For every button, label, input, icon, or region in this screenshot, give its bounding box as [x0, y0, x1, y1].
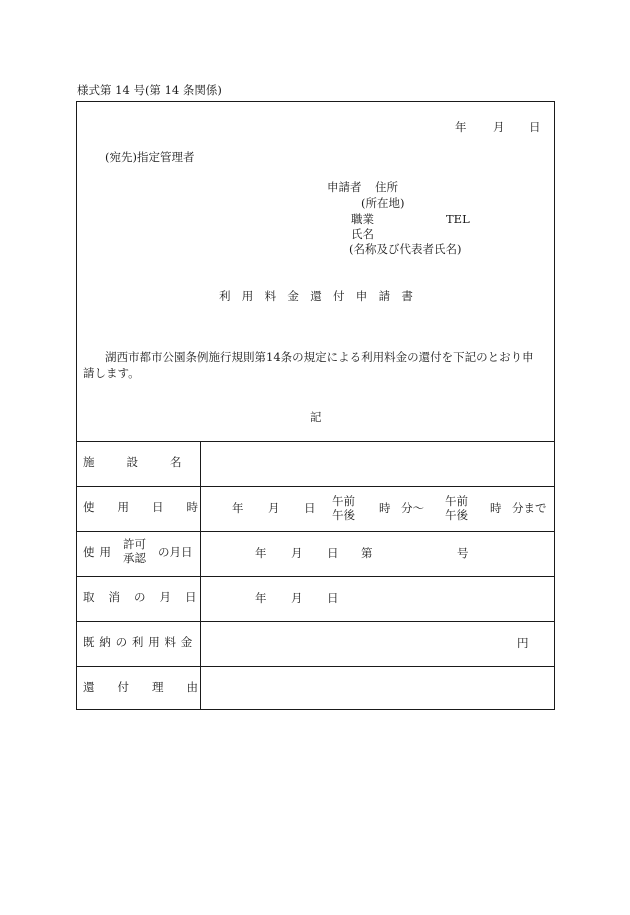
usage-year-label: 年 [232, 501, 244, 515]
usage-end-am: 午前 [445, 494, 468, 508]
applicant-address-note: (所在地) [361, 196, 405, 210]
usage-day-label: 日 [304, 501, 316, 515]
usage-start-minute-label: 分〜 [401, 501, 424, 515]
usage-month-label: 月 [268, 501, 280, 515]
usage-start-pm: 午後 [332, 508, 355, 523]
permit-option-kyoka: 許可 [123, 537, 146, 551]
header-year-label: 年 [455, 120, 467, 134]
usage-end-pm: 午後 [445, 508, 468, 523]
applicant-name-note: (名称及び代表者氏名) [349, 242, 462, 256]
cancel-day-label: 日 [327, 591, 339, 605]
permit-label-suffix: の月日 [158, 545, 193, 559]
row-permit-date [77, 531, 200, 576]
header-month-label: 月 [493, 120, 505, 134]
applicant-label: 申請者 [327, 180, 362, 194]
permit-go-label: 号 [457, 546, 469, 560]
usage-start-hour-label: 時 [379, 501, 391, 515]
permit-label-prefix: 使用 [83, 545, 116, 559]
column-divider [200, 441, 201, 709]
usage-end-ampm [445, 494, 468, 523]
paid-fee-label: 既納の利用料金 [83, 635, 198, 649]
addressee: (宛先)指定管理者 [105, 150, 195, 164]
permit-month-label: 月 [291, 546, 303, 560]
body-text-line1: 湖西市都市公園条例施行規則第14条の規定による利用料金の還付を下記のとおり申 [105, 350, 534, 364]
facility-label: 施設名 [83, 455, 214, 469]
permit-dai-label: 第 [361, 546, 373, 560]
permit-year-label: 年 [255, 546, 267, 560]
row-paid-fee [77, 621, 200, 666]
applicant-tel-label: TEL [446, 212, 470, 226]
row-cancel-date [77, 576, 211, 621]
permit-option-shonin: 承認 [123, 551, 146, 566]
cancel-year-label: 年 [255, 591, 267, 605]
row-refund-reason [77, 666, 221, 711]
cancel-date-label: 取消の月日 [83, 590, 211, 604]
usage-start-ampm [332, 494, 355, 523]
applicant-address-label: 住所 [375, 180, 398, 194]
row-facility [77, 441, 214, 486]
applicant-name-label: 氏名 [351, 227, 374, 241]
refund-reason-label: 還付理由 [83, 680, 221, 694]
form-number: 様式第 14 号(第 14 条関係) [77, 83, 222, 97]
application-form [76, 101, 555, 710]
usage-end-hour-label: 時 [490, 501, 502, 515]
usage-end-minute-label: 分まで [512, 501, 547, 515]
applicant-occupation-label: 職業 [351, 212, 374, 226]
form-title: 利用料金還付申請書 [219, 289, 425, 303]
paid-fee-unit: 円 [517, 636, 529, 650]
ki-heading: 記 [310, 410, 322, 424]
permit-day-label: 日 [327, 546, 339, 560]
usage-start-am: 午前 [332, 494, 355, 508]
body-text-line2: 請します。 [83, 366, 140, 380]
header-day-label: 日 [529, 120, 541, 134]
row-usage-datetime [77, 486, 221, 531]
usage-datetime-label: 使用日時 [83, 500, 221, 514]
cancel-month-label: 月 [291, 591, 303, 605]
